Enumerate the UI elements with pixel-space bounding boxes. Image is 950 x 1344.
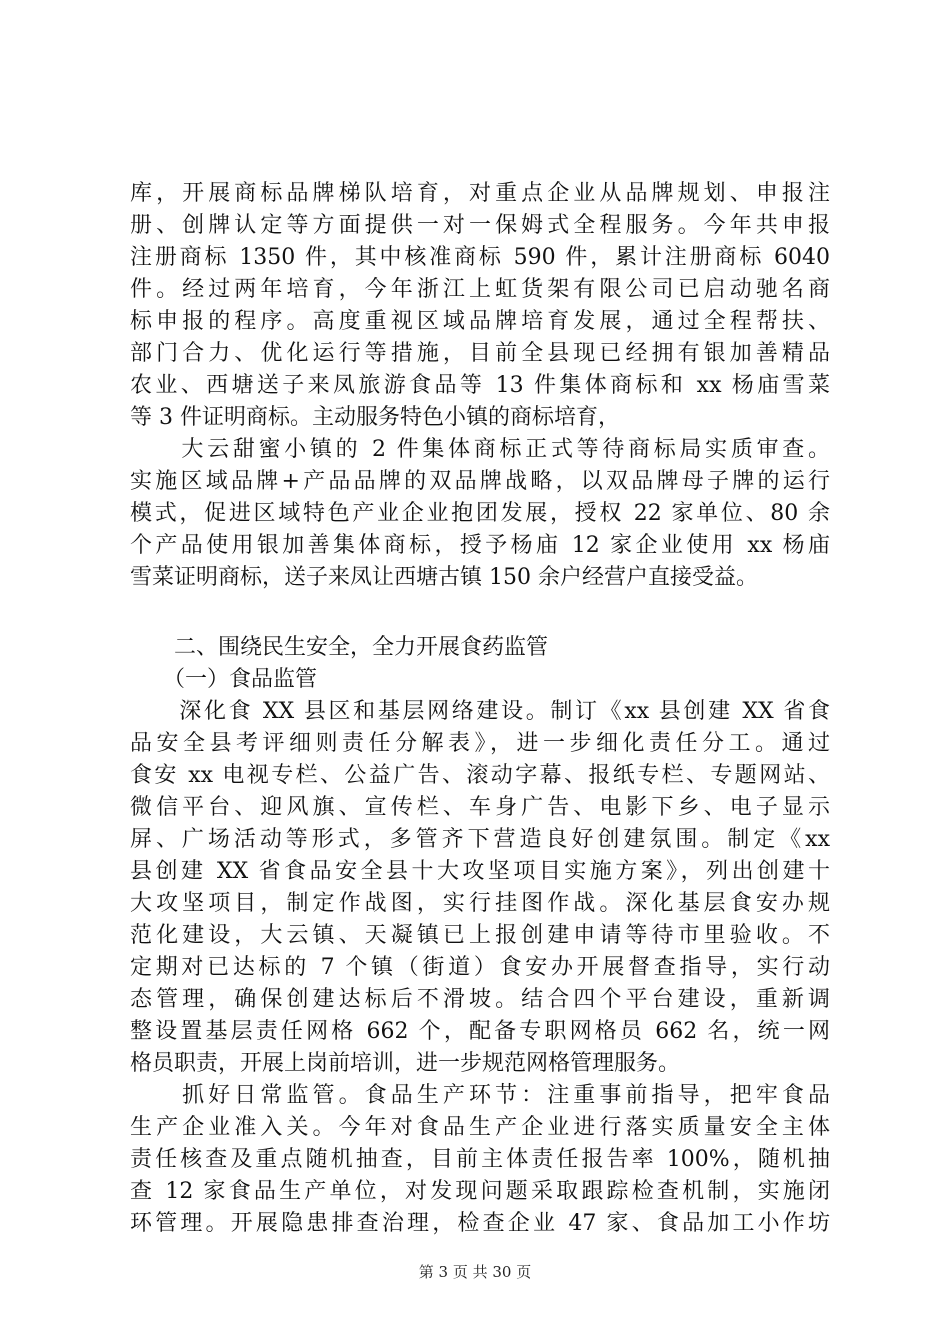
text-line: 雪菜证明商标，送子来凤让西塘古镇 150 余户经营户直接受益。	[130, 565, 758, 590]
text-line: 微信平台、迎风旗、宣传栏、车身广告、电影下乡、电子显示	[130, 795, 830, 820]
text-line: 态管理，确保创建达标后不滑坡。结合四个平台建设，重新调	[130, 987, 830, 1012]
text-line: 个产品使用银加善集体商标，授予杨庙 12 家企业使用 xx 杨庙	[130, 533, 830, 558]
text-line: 抓好日常监管。食品生产环节：注重事前指导，把牢食品	[130, 1083, 830, 1108]
section-gap	[130, 594, 830, 632]
text-line: 册、创牌认定等方面提供一对一保姆式全程服务。今年共申报	[130, 213, 830, 238]
text-line: 生产企业准入关。今年对食品生产企业进行落实质量安全主体	[130, 1115, 830, 1140]
text-line: 大云甜蜜小镇的 2 件集体商标正式等待商标局实质审查。	[130, 437, 830, 462]
text-line: 模式，促进区域特色产业企业抱团发展，授权 22 家单位、80 余	[130, 501, 830, 526]
text-line: 注册商标 1350 件，其中核准商标 590 件，累计注册商标 6040	[130, 245, 830, 270]
paragraph-brand-cultivation	[130, 178, 830, 434]
page-number-footer: 第 3 页 共 30 页	[418, 1263, 532, 1281]
text-line: 标申报的程序。高度重视区域品牌培育发展，通过全程帮扶、	[130, 309, 830, 334]
text-line: 定期对已达标的 7 个镇（街道）食安办开展督查指导，实行动	[130, 955, 830, 980]
text-line: 格员职责，开展上岗前培训，进一步规范网格管理服务。	[130, 1051, 681, 1076]
text-line: 查 12 家食品生产单位，对发现问题采取跟踪检查机制，实施闭	[130, 1179, 830, 1204]
text-line: 实施区域品牌+产品品牌的双品牌战略，以双品牌母子牌的运行	[130, 469, 830, 494]
section-heading: 二、围绕民生安全，全力开展食药监管	[130, 635, 549, 660]
paragraph-dual-brand	[130, 434, 830, 594]
section-heading-group	[130, 632, 830, 696]
text-line: 库，开展商标品牌梯队培育，对重点企业从品牌规划、申报注	[130, 181, 830, 206]
text-line: 整设置基层责任网格 662 个，配备专职网格员 662 名，统一网	[130, 1019, 830, 1044]
paragraph-network-building	[130, 696, 830, 1080]
text-line: 部门合力、优化运行等措施，目前全县现已经拥有银加善精品	[130, 341, 830, 366]
text-line: 品安全县考评细则责任分解表》，进一步细化责任分工。通过	[130, 731, 830, 756]
text-line: 屏、广场活动等形式，多管齐下营造良好创建氛围。制定《xx	[130, 827, 830, 852]
text-line: 农业、西塘送子来凤旅游食品等 13 件集体商标和 xx 杨庙雪菜	[130, 373, 830, 398]
text-line: 大攻坚项目，制定作战图，实行挂图作战。深化基层食安办规	[130, 891, 830, 916]
text-line: 深化食 XX 县区和基层网络建设。制订《xx 县创建 XX 省食	[130, 699, 830, 724]
text-line: 环管理。开展隐患排查治理，检查企业 47 家、食品加工小作坊	[130, 1211, 830, 1236]
text-line: 食安 xx 电视专栏、公益广告、滚动字幕、报纸专栏、专题网站、	[130, 763, 830, 788]
text-line: 责任核查及重点随机抽查，目前主体责任报告率 100%，随机抽	[130, 1147, 830, 1172]
text-line: 等 3 件证明商标。主动服务特色小镇的商标培育，	[130, 405, 620, 430]
document-body	[130, 178, 830, 1240]
text-line: 县创建 XX 省食品安全县十大攻坚项目实施方案》，列出创建十	[130, 859, 830, 884]
text-line: 范化建设，大云镇、天凝镇已上报创建申请等待市里验收。不	[130, 923, 830, 948]
text-line: 件。经过两年培育，今年浙江上虹货架有限公司已启动驰名商	[130, 277, 830, 302]
paragraph-daily-supervision	[130, 1080, 830, 1240]
subsection-heading: （一）食品监管	[130, 667, 318, 692]
